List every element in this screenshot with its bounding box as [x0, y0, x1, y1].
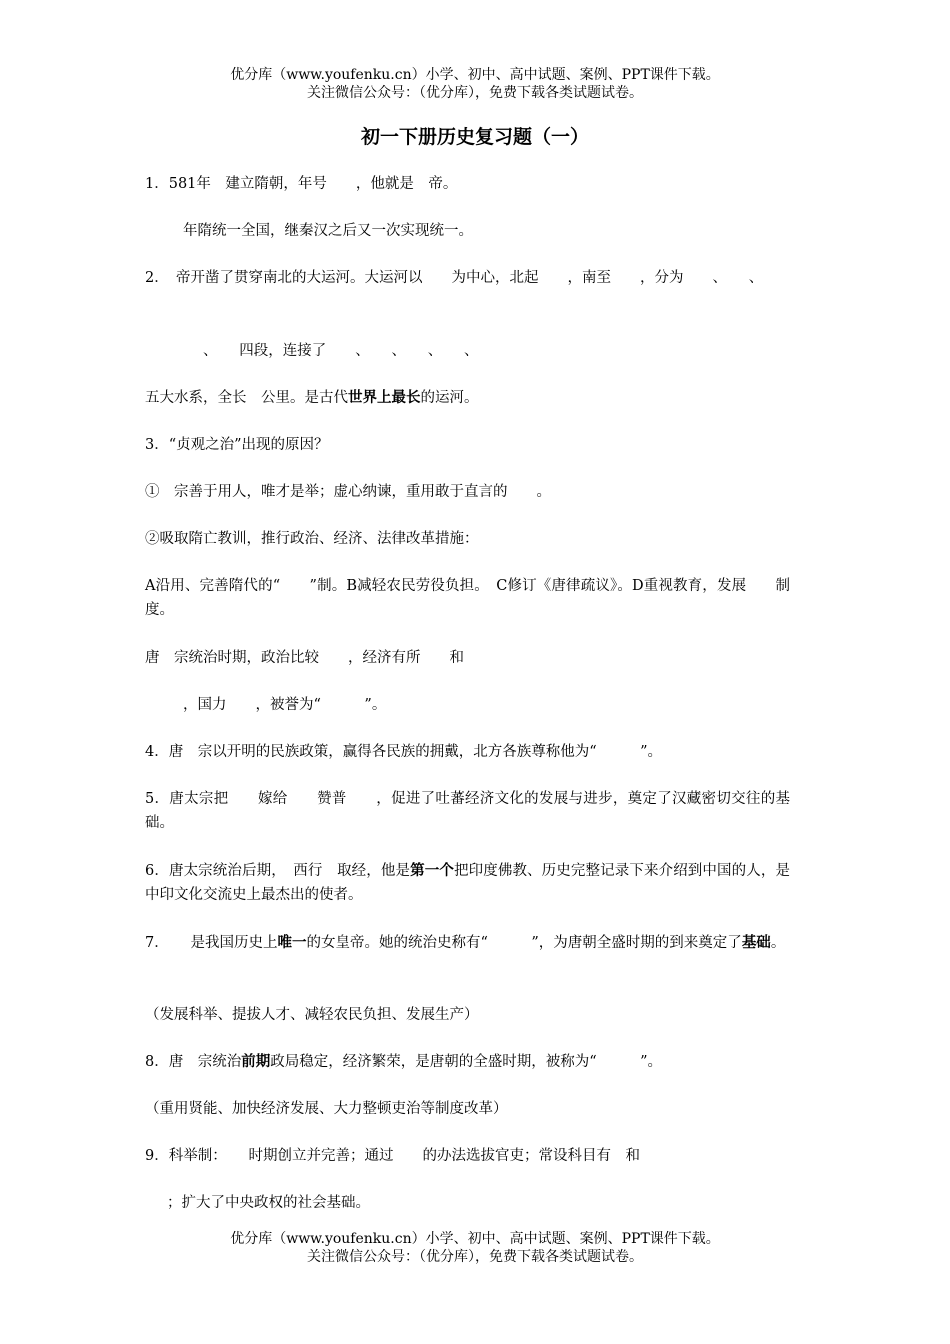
page-header	[0, 66, 950, 102]
q1-line-a: 1．581年 建立隋朝，年号 ，他就是 帝。	[145, 176, 458, 192]
q3-line-b: ① 宗善于用人，唯才是举；虚心纳谏，重用敢于直言的 。	[145, 484, 551, 500]
q7-line: 7． 是我国历史上唯一的女皇帝。她的统治史称有“ ”，为唐朝全盛时期的到来奠定了基础。	[145, 934, 786, 951]
q3-line-a: 3．“贞观之治”出现的原因？	[145, 437, 329, 453]
page-title: 初一下册历史复习题（一）	[360, 126, 589, 148]
page-footer	[0, 1230, 950, 1266]
q4-line: 4．唐 宗以开明的民族政策，赢得各民族的拥戴，北方各族尊称他为“ ”。	[145, 744, 663, 760]
q3-line-f: ，国力 ，被誉为“ ”。	[183, 697, 387, 713]
q9-line-b: ；扩大了中央政权的社会基础。	[167, 1195, 370, 1211]
footer-line-2: 关注微信公众号：（优分库），免费下载各类试题试卷。	[307, 1249, 643, 1265]
q7-note: （发展科举、提拔人才、减轻农民负担、发展生产）	[145, 1007, 479, 1023]
q8-line: 8．唐 宗统治前期政局稳定，经济繁荣，是唐朝的全盛时期，被称为“ ”。	[145, 1053, 663, 1070]
q3-line-c: ②吸取隋亡教训，推行政治、经济、法律改革措施：	[145, 531, 479, 547]
q6-line: 6．唐太宗统治后期， 西行 取经，他是第一个把印度佛教、历史完整记录下来介绍到中国的人，是中印文化交流史上最杰出的使者。	[145, 862, 790, 903]
header-line-2: 关注微信公众号：（优分库），免费下载各类试题试卷。	[307, 85, 643, 101]
q2-line-c: 五大水系，全长 公里。是古代世界上最长的运河。	[145, 389, 479, 406]
q8-note: （重用贤能、加快经济发展、大力整顿吏治等制度改革）	[145, 1101, 508, 1117]
q3-line-d: A沿用、完善隋代的“ ”制。B减轻农民劳役负担。 C修订《唐律疏议》。D重视教育，发展 制度。	[145, 578, 790, 618]
q9-line-a: 9．科举制： 时期创立并完善；通过 的办法选拔官吏；常设科目有 和	[145, 1148, 640, 1164]
q3-line-e: 唐 宗统治时期，政治比较 ，经济有所 和	[145, 650, 464, 666]
footer-line-1: 优分库（www.youfenku.cn）小学、初中、高中试题、案例、PPT课件下载。	[230, 1231, 720, 1247]
q2-line-a: 2． 帝开凿了贯穿南北的大运河。大运河以 为中心，北起 ，南至 ，分为 、 、	[145, 270, 764, 286]
q2-line-b: 、 四段，连接了 、 、 、 、	[203, 343, 479, 359]
header-line-1: 优分库（www.youfenku.cn）小学、初中、高中试题、案例、PPT课件下载。	[230, 67, 720, 83]
q1-line-b: 年隋统一全国，继秦汉之后又一次实现统一。	[183, 223, 473, 239]
q5-line: 5．唐太宗把 嫁给 赞普 ，促进了吐蕃经济文化的发展与进步，奠定了汉藏密切交往的基础。	[145, 791, 790, 831]
